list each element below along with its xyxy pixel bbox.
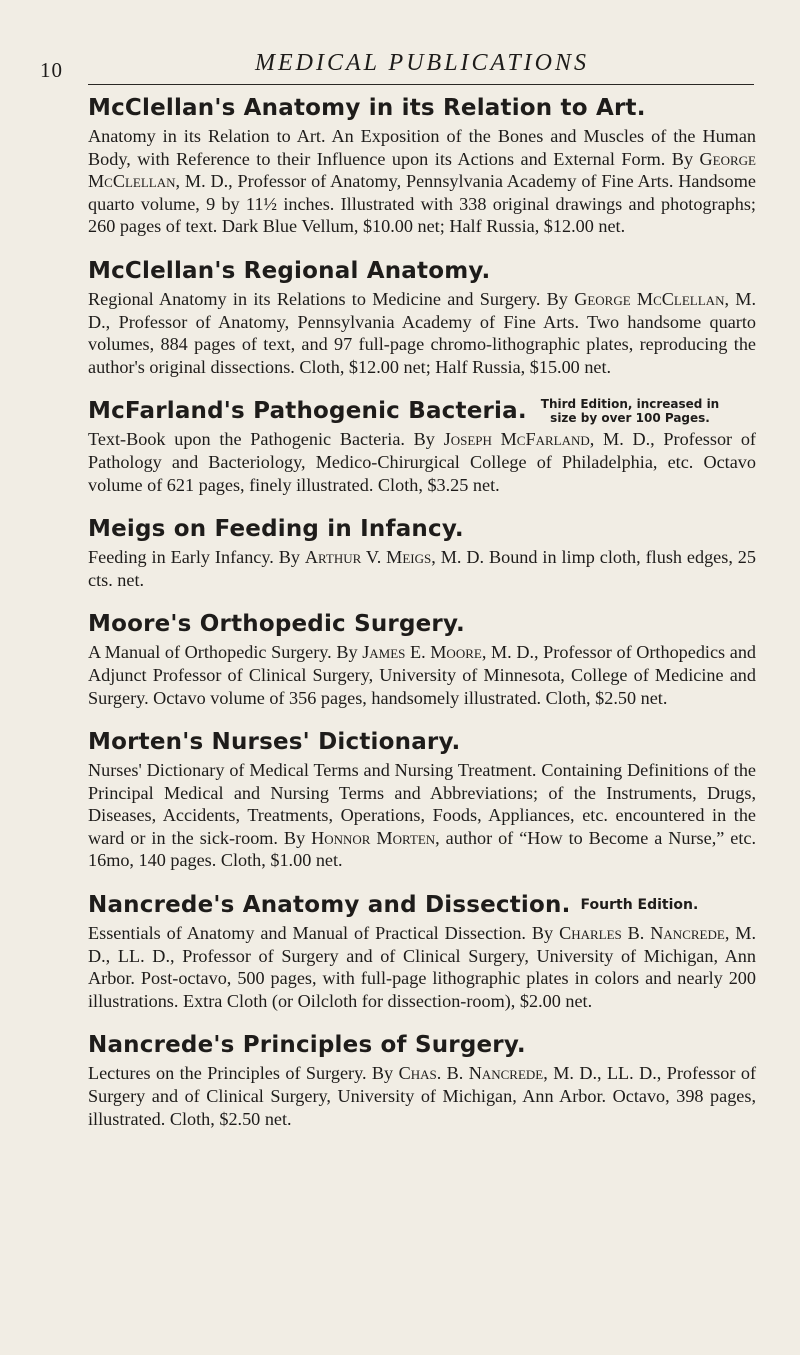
entry-list [88, 93, 756, 1148]
edition-note [541, 397, 719, 425]
page-number: 10 [40, 58, 63, 82]
entry-description [88, 759, 756, 872]
author-name: George McClellan [574, 288, 725, 309]
entry-description [88, 546, 756, 591]
description-text: , M. D., Professor of Anatomy, Pennsylvania Academy of Fine Arts. Two handsome quarto volumes, 884 pages of text, and 97 full-page chromo-lithographic plates, reproducing the author's original dissections. Cloth, $12.00 net; Half Russia, $15.00 net. [88, 288, 757, 377]
entry-description [88, 428, 756, 496]
edition-note-line: size by over 100 Pages. [550, 411, 710, 426]
entry-mcclellan-regional [88, 256, 756, 378]
author-name: Arthur V. Meigs [304, 547, 432, 568]
entry-title-text: Morten's Nurses' Dictionary. [88, 729, 461, 756]
author-name: George McClellan [88, 148, 756, 192]
edition-label: Fourth Edition. [580, 897, 699, 914]
entry-description [88, 288, 756, 378]
entry-title-text: Moore's Orthopedic Surgery. [88, 611, 465, 638]
description-text: , M. D., Professor of Pathology and Bacteriology, Medico-Chirurgical College of Philadelphia, etc. Octavo volume of 621 pages, finely illustrated. Cloth, $3.25 net. [88, 429, 756, 495]
description-text: Anatomy in its Relation to Art. An Exposition of the Bones and Muscles of the Human Body, with Reference to their Influence upon its Actions and External Form. By [88, 126, 756, 169]
description-text: , M. D., Professor of Anatomy, Pennsylvania Academy of Fine Arts. Handsome quarto volume, 9 by 11½ inches. Illustrated with 338 original drawings and photographs; 260 pages of text. Dark Blue Vellum, $10.00 net; Half Russia, $12.00 net. [88, 171, 756, 237]
description-text: Regional Anatomy in its Relations to Medicine and Surgery. By [88, 288, 575, 309]
author-name: James E. Moore [362, 642, 482, 663]
description-text: A Manual of Orthopedic Surgery. By [88, 642, 363, 663]
entry-moore-orthopedic [88, 609, 756, 709]
description-text: , M. D. Bound in limp cloth, flush edges, 25 cts. net. [88, 547, 756, 590]
entry-title [88, 93, 756, 123]
author-name: Joseph McFarland [443, 429, 590, 450]
entry-description [88, 641, 756, 709]
entry-title [88, 609, 756, 639]
entry-title [88, 890, 756, 920]
entry-title-text: Nancrede's Anatomy and Dissection. [88, 892, 571, 919]
entry-mcfarland-bacteria [88, 396, 756, 496]
description-text: Text-Book upon the Pathogenic Bacteria. By [88, 429, 444, 450]
entry-description [88, 1062, 756, 1130]
author-name: Charles B. Nancrede [559, 923, 725, 944]
entry-title [88, 514, 756, 544]
entry-description [88, 125, 756, 238]
entry-title [88, 727, 756, 757]
entry-nancrede-anatomy [88, 890, 756, 1012]
author-name: Chas. B. Nancrede [398, 1063, 544, 1084]
entry-title-text: McClellan's Regional Anatomy. [88, 257, 491, 284]
entry-title [88, 396, 756, 426]
entry-morten-dictionary [88, 727, 756, 872]
entry-description [88, 922, 756, 1012]
edition-note-line: Third Edition, increased in [540, 397, 720, 412]
entry-meigs-feeding [88, 514, 756, 591]
running-head: MEDICAL PUBLICATIONS [255, 50, 590, 76]
description-text: , M. D., LL. D., Professor of Surgery and of Clinical Surgery, University of Michigan, Ann Arbor. Octavo, 398 pages, illustrated. Cloth, $2.50 net. [88, 1063, 756, 1129]
description-text: Nurses' Dictionary of Medical Terms and Nursing Treatment. Containing Definitions of the Principal Medical and Nursing Terms and Abbreviations; of the Instruments, Drugs, Diseases, Accidents, Treatments, Operations, Foods, Appliances, etc. encountered in the ward or in the sick-room. By [88, 760, 756, 848]
author-name: Honnor Morten [311, 827, 436, 848]
entry-title-text: Nancrede's Principles of Surgery. [88, 1032, 526, 1059]
entry-title [88, 256, 756, 286]
description-text: Lectures on the Principles of Surgery. By [88, 1063, 399, 1084]
description-text: , author of “How to Become a Nurse,” etc. 16mo, 140 pages. Cloth, $1.00 net. [88, 827, 757, 871]
description-text: Feeding in Early Infancy. By [88, 547, 305, 568]
description-text: , M. D., LL. D., Professor of Surgery and of Clinical Surgery, University of Michigan, Ann Arbor. Post-octavo, 500 pages, with full-page lithographic plates in colors and nearly 200 illustrations. Extra Cloth (or Oilcloth for dissection-room), $2.00 net. [88, 923, 757, 1011]
entry-mcclellan-art [88, 93, 756, 238]
description-text: , M. D., Professor of Orthopedics and Adjunct Professor of Clinical Surgery, University of Minnesota, College of Medicine and Surgery. Octavo volume of 356 pages, handsomely illustrated. Cloth, $2.50 net. [88, 642, 757, 708]
entry-nancrede-principles [88, 1030, 756, 1130]
description-text: Essentials of Anatomy and Manual of Practical Dissection. By [88, 923, 560, 944]
entry-title [88, 1030, 756, 1060]
entry-title-text: McFarland's Pathogenic Bacteria. [88, 398, 527, 425]
entry-title-text: Meigs on Feeding in Infancy. [88, 516, 464, 543]
entry-title-text: McClellan's Anatomy in its Relation to Art. [88, 95, 646, 121]
header-rule [88, 84, 754, 85]
